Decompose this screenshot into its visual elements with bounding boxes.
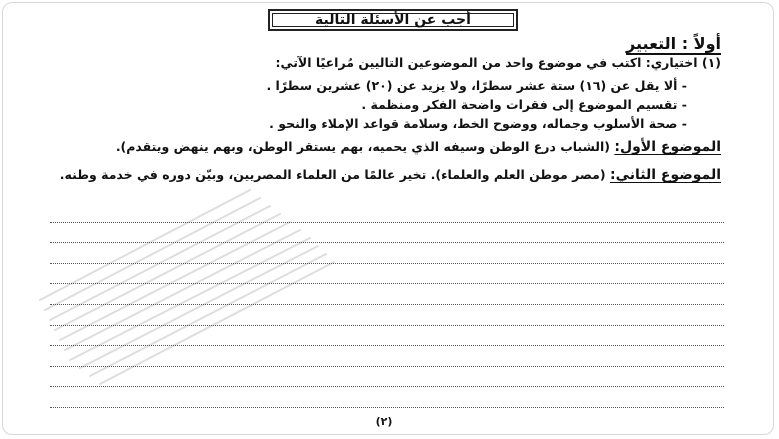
writing-line[interactable] bbox=[50, 387, 724, 408]
section-heading: أولاً : التعبير bbox=[626, 34, 721, 53]
topic-two bbox=[46, 165, 721, 185]
writing-line[interactable] bbox=[50, 243, 724, 264]
topic-one-label: الموضوع الأول: bbox=[614, 139, 721, 155]
topic-two-text: (مصر موطن العلم والعلماء). تخير عالمًا من العلماء المصريين، وبيّن دوره في خدمة وطنه. bbox=[59, 167, 606, 182]
page-number: (٢) bbox=[375, 415, 393, 428]
writing-line[interactable] bbox=[50, 346, 724, 367]
writing-line[interactable] bbox=[50, 284, 724, 305]
requirement-bullet: - صحة الأسلوب وجماله، ووضوح الخط، وسلامة قواعد الإملاء والنحو . bbox=[269, 116, 687, 131]
topic-one-text: (الشباب درع الوطن وسيفه الذي يحميه، بهم يستقر الوطن، وبهم ينهض ويتقدم). bbox=[115, 139, 610, 154]
writing-line[interactable] bbox=[50, 223, 724, 244]
writing-line[interactable] bbox=[50, 326, 724, 347]
topic-one bbox=[46, 137, 721, 157]
writing-line[interactable] bbox=[50, 367, 724, 388]
writing-line[interactable] bbox=[50, 202, 724, 223]
page-title: أجب عن الأسئلة التالية bbox=[268, 9, 518, 31]
requirement-bullet: - ألا يقل عن (١٦) ستة عشر سطرًا، ولا يزيد عن (٢٠) عشرين سطرًا . bbox=[266, 78, 687, 93]
writing-lines bbox=[50, 202, 724, 408]
question-intro: (١) اختياري: اكتب في موضوع واحد من الموضوعين التاليين مُراعيًا الآتي: bbox=[275, 55, 721, 70]
writing-line[interactable] bbox=[50, 264, 724, 285]
topic-two-label: الموضوع الثاني: bbox=[609, 167, 721, 183]
writing-line[interactable] bbox=[50, 305, 724, 326]
requirement-bullet: - تقسيم الموضوع إلى فقرات واضحة الفكر ومنظمة . bbox=[361, 97, 687, 112]
